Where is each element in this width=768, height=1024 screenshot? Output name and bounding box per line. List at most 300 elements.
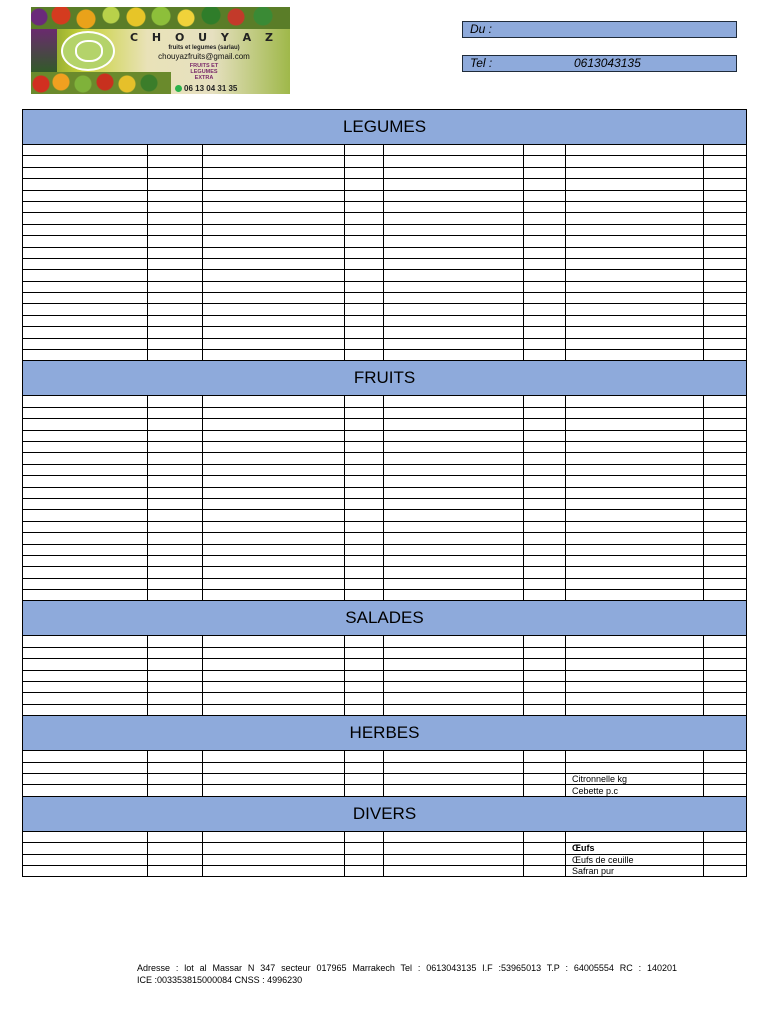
entry-cell[interactable] xyxy=(23,396,148,407)
entry-cell[interactable] xyxy=(148,430,203,441)
entry-cell[interactable] xyxy=(23,682,148,693)
entry-cell[interactable] xyxy=(23,145,148,156)
entry-cell[interactable] xyxy=(345,555,384,566)
entry-cell[interactable] xyxy=(23,843,148,854)
entry-cell[interactable] xyxy=(524,213,566,224)
entry-cell[interactable] xyxy=(148,304,203,315)
entry-cell[interactable] xyxy=(148,567,203,578)
entry-cell[interactable] xyxy=(384,704,524,715)
entry-cell[interactable] xyxy=(384,419,524,430)
entry-cell[interactable] xyxy=(148,693,203,704)
entry-cell[interactable] xyxy=(203,578,345,589)
entry-cell[interactable] xyxy=(524,258,566,269)
entry-cell[interactable] xyxy=(566,201,704,212)
entry-cell[interactable] xyxy=(203,647,345,658)
entry-cell[interactable] xyxy=(566,419,704,430)
entry-cell[interactable] xyxy=(384,145,524,156)
entry-cell[interactable] xyxy=(148,704,203,715)
entry-cell[interactable] xyxy=(384,521,524,532)
entry-cell[interactable] xyxy=(148,510,203,521)
entry-cell[interactable] xyxy=(384,338,524,349)
entry-cell[interactable] xyxy=(384,407,524,418)
entry-cell[interactable] xyxy=(384,213,524,224)
entry-cell[interactable] xyxy=(148,258,203,269)
entry-cell[interactable] xyxy=(203,167,345,178)
entry-cell[interactable] xyxy=(384,304,524,315)
entry-cell[interactable] xyxy=(384,270,524,281)
entry-cell[interactable] xyxy=(203,419,345,430)
entry-cell[interactable] xyxy=(23,854,148,865)
entry-cell[interactable] xyxy=(148,236,203,247)
entry-cell[interactable] xyxy=(203,521,345,532)
entry-cell[interactable] xyxy=(524,682,566,693)
entry-cell[interactable] xyxy=(384,693,524,704)
entry-cell[interactable] xyxy=(566,762,704,773)
entry-cell[interactable] xyxy=(203,304,345,315)
date-field[interactable] xyxy=(462,21,737,38)
entry-cell[interactable] xyxy=(148,487,203,498)
entry-cell[interactable] xyxy=(704,704,747,715)
entry-cell[interactable] xyxy=(566,578,704,589)
entry-cell[interactable] xyxy=(23,544,148,555)
entry-cell[interactable] xyxy=(524,693,566,704)
entry-cell[interactable] xyxy=(524,831,566,842)
entry-cell[interactable] xyxy=(345,167,384,178)
entry-cell[interactable] xyxy=(566,224,704,235)
entry-cell[interactable] xyxy=(524,293,566,304)
entry-cell[interactable] xyxy=(23,487,148,498)
entry-cell[interactable] xyxy=(23,190,148,201)
entry-cell[interactable] xyxy=(704,156,747,167)
entry-cell[interactable] xyxy=(704,636,747,647)
entry-cell[interactable] xyxy=(203,236,345,247)
entry-cell[interactable] xyxy=(23,236,148,247)
entry-cell[interactable] xyxy=(148,773,203,784)
entry-cell[interactable] xyxy=(704,430,747,441)
entry-cell[interactable] xyxy=(23,327,148,338)
entry-cell[interactable] xyxy=(384,510,524,521)
entry-cell[interactable] xyxy=(203,327,345,338)
entry-cell[interactable] xyxy=(345,636,384,647)
entry-cell[interactable] xyxy=(704,350,747,361)
entry-cell[interactable] xyxy=(704,762,747,773)
entry-cell[interactable] xyxy=(566,510,704,521)
entry-cell[interactable] xyxy=(203,854,345,865)
entry-cell[interactable] xyxy=(704,555,747,566)
entry-cell[interactable] xyxy=(148,751,203,762)
entry-cell[interactable] xyxy=(23,521,148,532)
entry-cell[interactable] xyxy=(384,258,524,269)
entry-cell[interactable] xyxy=(345,304,384,315)
phone-field[interactable] xyxy=(462,55,737,72)
entry-cell[interactable] xyxy=(203,682,345,693)
entry-cell[interactable] xyxy=(384,636,524,647)
entry-cell[interactable] xyxy=(384,555,524,566)
entry-cell[interactable] xyxy=(704,167,747,178)
entry-cell[interactable] xyxy=(566,636,704,647)
entry-cell[interactable] xyxy=(704,327,747,338)
entry-cell[interactable] xyxy=(148,762,203,773)
entry-cell[interactable] xyxy=(524,464,566,475)
entry-cell[interactable] xyxy=(566,430,704,441)
entry-cell[interactable] xyxy=(704,578,747,589)
entry-cell[interactable] xyxy=(704,487,747,498)
entry-cell[interactable] xyxy=(524,865,566,876)
entry-cell[interactable] xyxy=(566,213,704,224)
entry-cell[interactable] xyxy=(345,213,384,224)
entry-cell[interactable] xyxy=(23,224,148,235)
entry-cell[interactable] xyxy=(148,533,203,544)
entry-cell[interactable] xyxy=(203,533,345,544)
entry-cell[interactable] xyxy=(203,464,345,475)
entry-cell[interactable] xyxy=(148,145,203,156)
entry-cell[interactable] xyxy=(345,258,384,269)
entry-cell[interactable] xyxy=(384,247,524,258)
entry-cell[interactable] xyxy=(148,785,203,796)
entry-cell[interactable] xyxy=(566,407,704,418)
entry-cell[interactable] xyxy=(384,201,524,212)
entry-cell[interactable] xyxy=(566,659,704,670)
entry-cell[interactable] xyxy=(524,704,566,715)
entry-cell[interactable] xyxy=(148,201,203,212)
entry-cell[interactable] xyxy=(203,258,345,269)
entry-cell[interactable] xyxy=(345,293,384,304)
entry-cell[interactable] xyxy=(203,201,345,212)
entry-cell[interactable] xyxy=(148,521,203,532)
entry-cell[interactable] xyxy=(566,293,704,304)
entry-cell[interactable] xyxy=(23,865,148,876)
entry-cell[interactable] xyxy=(524,843,566,854)
entry-cell[interactable] xyxy=(148,498,203,509)
entry-cell[interactable] xyxy=(704,190,747,201)
entry-cell[interactable] xyxy=(203,865,345,876)
entry-cell[interactable] xyxy=(566,476,704,487)
entry-cell[interactable] xyxy=(23,258,148,269)
entry-cell[interactable] xyxy=(566,464,704,475)
entry-cell[interactable] xyxy=(345,453,384,464)
entry-cell[interactable] xyxy=(566,396,704,407)
entry-cell[interactable] xyxy=(23,430,148,441)
entry-cell[interactable] xyxy=(524,590,566,601)
entry-cell[interactable] xyxy=(704,510,747,521)
entry-cell[interactable] xyxy=(23,670,148,681)
entry-cell[interactable] xyxy=(203,843,345,854)
entry-cell[interactable] xyxy=(704,293,747,304)
entry-cell[interactable] xyxy=(704,201,747,212)
entry-cell[interactable] xyxy=(345,201,384,212)
entry-cell[interactable] xyxy=(704,453,747,464)
entry-cell[interactable] xyxy=(345,544,384,555)
entry-cell[interactable] xyxy=(203,145,345,156)
entry-cell[interactable] xyxy=(384,670,524,681)
entry-cell[interactable] xyxy=(566,555,704,566)
entry-cell[interactable] xyxy=(704,304,747,315)
entry-cell[interactable] xyxy=(23,555,148,566)
entry-cell[interactable] xyxy=(148,247,203,258)
entry-cell[interactable] xyxy=(345,419,384,430)
entry-cell[interactable] xyxy=(524,315,566,326)
entry-cell[interactable] xyxy=(345,145,384,156)
entry-cell[interactable] xyxy=(384,396,524,407)
entry-cell[interactable] xyxy=(345,521,384,532)
entry-cell[interactable] xyxy=(524,167,566,178)
entry-cell[interactable] xyxy=(566,327,704,338)
entry-cell[interactable] xyxy=(524,236,566,247)
entry-cell[interactable] xyxy=(345,476,384,487)
entry-cell[interactable] xyxy=(148,659,203,670)
entry-cell[interactable] xyxy=(203,659,345,670)
entry-cell[interactable] xyxy=(524,407,566,418)
entry-cell[interactable] xyxy=(384,498,524,509)
entry-cell[interactable] xyxy=(384,281,524,292)
entry-cell[interactable] xyxy=(345,338,384,349)
entry-cell[interactable] xyxy=(23,281,148,292)
entry-cell[interactable] xyxy=(148,843,203,854)
entry-cell[interactable] xyxy=(345,785,384,796)
entry-cell[interactable] xyxy=(384,843,524,854)
entry-cell[interactable] xyxy=(345,659,384,670)
entry-cell[interactable] xyxy=(23,419,148,430)
entry-cell[interactable] xyxy=(345,693,384,704)
entry-cell[interactable] xyxy=(345,647,384,658)
entry-cell[interactable] xyxy=(203,190,345,201)
entry-cell[interactable] xyxy=(148,476,203,487)
entry-cell[interactable] xyxy=(345,843,384,854)
entry-cell[interactable] xyxy=(704,865,747,876)
entry-cell[interactable] xyxy=(384,647,524,658)
entry-cell[interactable] xyxy=(704,854,747,865)
entry-cell[interactable] xyxy=(704,567,747,578)
entry-cell[interactable] xyxy=(23,578,148,589)
entry-cell[interactable] xyxy=(566,236,704,247)
entry-cell[interactable] xyxy=(524,670,566,681)
entry-cell[interactable] xyxy=(23,773,148,784)
entry-cell[interactable] xyxy=(524,338,566,349)
entry-cell[interactable] xyxy=(203,785,345,796)
entry-cell[interactable] xyxy=(384,464,524,475)
entry-cell[interactable] xyxy=(566,498,704,509)
entry-cell[interactable] xyxy=(566,533,704,544)
entry-cell[interactable] xyxy=(345,762,384,773)
entry-cell[interactable] xyxy=(148,441,203,452)
entry-cell[interactable] xyxy=(524,578,566,589)
entry-cell[interactable] xyxy=(704,258,747,269)
entry-cell[interactable] xyxy=(566,682,704,693)
entry-cell[interactable] xyxy=(384,762,524,773)
entry-cell[interactable] xyxy=(345,281,384,292)
entry-cell[interactable] xyxy=(23,510,148,521)
entry-cell[interactable] xyxy=(203,476,345,487)
entry-cell[interactable] xyxy=(566,441,704,452)
entry-cell[interactable] xyxy=(203,293,345,304)
entry-cell[interactable] xyxy=(345,751,384,762)
entry-cell[interactable] xyxy=(384,167,524,178)
entry-cell[interactable] xyxy=(148,590,203,601)
entry-cell[interactable] xyxy=(704,843,747,854)
entry-cell[interactable] xyxy=(23,647,148,658)
entry-cell[interactable] xyxy=(345,487,384,498)
entry-cell[interactable] xyxy=(148,578,203,589)
entry-cell[interactable] xyxy=(704,785,747,796)
entry-cell[interactable] xyxy=(345,315,384,326)
entry-cell[interactable] xyxy=(23,693,148,704)
entry-cell[interactable] xyxy=(524,751,566,762)
entry-cell[interactable] xyxy=(384,430,524,441)
entry-cell[interactable] xyxy=(345,441,384,452)
entry-cell[interactable] xyxy=(704,145,747,156)
entry-cell[interactable] xyxy=(566,167,704,178)
entry-cell[interactable] xyxy=(203,636,345,647)
entry-cell[interactable] xyxy=(524,441,566,452)
entry-cell[interactable] xyxy=(384,831,524,842)
entry-cell[interactable] xyxy=(345,190,384,201)
entry-cell[interactable] xyxy=(524,281,566,292)
entry-cell[interactable] xyxy=(524,350,566,361)
entry-cell[interactable] xyxy=(384,751,524,762)
entry-cell[interactable] xyxy=(148,419,203,430)
entry-cell[interactable] xyxy=(203,453,345,464)
entry-cell[interactable] xyxy=(148,224,203,235)
entry-cell[interactable] xyxy=(23,659,148,670)
entry-cell[interactable] xyxy=(148,544,203,555)
entry-cell[interactable] xyxy=(524,419,566,430)
entry-cell[interactable] xyxy=(345,224,384,235)
entry-cell[interactable] xyxy=(566,453,704,464)
entry-cell[interactable] xyxy=(148,338,203,349)
entry-cell[interactable] xyxy=(23,247,148,258)
entry-cell[interactable] xyxy=(704,476,747,487)
entry-cell[interactable] xyxy=(704,224,747,235)
entry-cell[interactable] xyxy=(704,441,747,452)
entry-cell[interactable] xyxy=(704,693,747,704)
entry-cell[interactable] xyxy=(704,464,747,475)
entry-cell[interactable] xyxy=(384,487,524,498)
entry-cell[interactable] xyxy=(524,773,566,784)
entry-cell[interactable] xyxy=(384,236,524,247)
entry-cell[interactable] xyxy=(203,487,345,498)
entry-cell[interactable] xyxy=(524,785,566,796)
entry-cell[interactable] xyxy=(345,567,384,578)
entry-cell[interactable] xyxy=(524,533,566,544)
entry-cell[interactable] xyxy=(203,396,345,407)
entry-cell[interactable] xyxy=(384,190,524,201)
entry-cell[interactable] xyxy=(524,247,566,258)
entry-cell[interactable] xyxy=(148,270,203,281)
entry-cell[interactable] xyxy=(384,578,524,589)
entry-cell[interactable] xyxy=(345,865,384,876)
entry-cell[interactable] xyxy=(704,315,747,326)
entry-cell[interactable] xyxy=(524,544,566,555)
entry-cell[interactable] xyxy=(384,590,524,601)
entry-cell[interactable] xyxy=(384,453,524,464)
entry-cell[interactable] xyxy=(704,281,747,292)
entry-cell[interactable] xyxy=(345,247,384,258)
entry-cell[interactable] xyxy=(345,396,384,407)
entry-cell[interactable] xyxy=(23,464,148,475)
entry-cell[interactable] xyxy=(384,567,524,578)
entry-cell[interactable] xyxy=(23,156,148,167)
entry-cell[interactable] xyxy=(566,704,704,715)
entry-cell[interactable] xyxy=(524,453,566,464)
entry-cell[interactable] xyxy=(203,544,345,555)
entry-cell[interactable] xyxy=(524,224,566,235)
entry-cell[interactable] xyxy=(524,762,566,773)
entry-cell[interactable] xyxy=(23,179,148,190)
entry-cell[interactable] xyxy=(524,476,566,487)
entry-cell[interactable] xyxy=(148,682,203,693)
entry-cell[interactable] xyxy=(566,693,704,704)
entry-cell[interactable] xyxy=(384,441,524,452)
entry-cell[interactable] xyxy=(704,396,747,407)
entry-cell[interactable] xyxy=(566,190,704,201)
entry-cell[interactable] xyxy=(524,396,566,407)
entry-cell[interactable] xyxy=(704,590,747,601)
entry-cell[interactable] xyxy=(148,327,203,338)
entry-cell[interactable] xyxy=(384,350,524,361)
entry-cell[interactable] xyxy=(345,578,384,589)
entry-cell[interactable] xyxy=(23,636,148,647)
entry-cell[interactable] xyxy=(704,670,747,681)
entry-cell[interactable] xyxy=(704,659,747,670)
entry-cell[interactable] xyxy=(203,338,345,349)
entry-cell[interactable] xyxy=(566,350,704,361)
entry-cell[interactable] xyxy=(203,555,345,566)
entry-cell[interactable] xyxy=(203,693,345,704)
entry-cell[interactable] xyxy=(566,590,704,601)
entry-cell[interactable] xyxy=(345,498,384,509)
entry-cell[interactable] xyxy=(566,315,704,326)
entry-cell[interactable] xyxy=(524,270,566,281)
entry-cell[interactable] xyxy=(23,567,148,578)
entry-cell[interactable] xyxy=(148,350,203,361)
entry-cell[interactable] xyxy=(704,247,747,258)
entry-cell[interactable] xyxy=(345,430,384,441)
entry-cell[interactable] xyxy=(203,213,345,224)
entry-cell[interactable] xyxy=(203,498,345,509)
entry-cell[interactable] xyxy=(148,831,203,842)
entry-cell[interactable] xyxy=(566,751,704,762)
entry-cell[interactable] xyxy=(345,682,384,693)
entry-cell[interactable] xyxy=(524,647,566,658)
entry-cell[interactable] xyxy=(345,854,384,865)
entry-cell[interactable] xyxy=(384,533,524,544)
entry-cell[interactable] xyxy=(566,258,704,269)
entry-cell[interactable] xyxy=(566,338,704,349)
entry-cell[interactable] xyxy=(384,327,524,338)
entry-cell[interactable] xyxy=(704,419,747,430)
entry-cell[interactable] xyxy=(384,476,524,487)
entry-cell[interactable] xyxy=(203,762,345,773)
entry-cell[interactable] xyxy=(704,498,747,509)
entry-cell[interactable] xyxy=(566,647,704,658)
entry-cell[interactable] xyxy=(203,281,345,292)
entry-cell[interactable] xyxy=(524,156,566,167)
entry-cell[interactable] xyxy=(148,179,203,190)
entry-cell[interactable] xyxy=(23,338,148,349)
entry-cell[interactable] xyxy=(704,647,747,658)
entry-cell[interactable] xyxy=(23,167,148,178)
entry-cell[interactable] xyxy=(524,487,566,498)
entry-cell[interactable] xyxy=(23,762,148,773)
entry-cell[interactable] xyxy=(566,487,704,498)
entry-cell[interactable] xyxy=(345,831,384,842)
entry-cell[interactable] xyxy=(704,338,747,349)
entry-cell[interactable] xyxy=(203,179,345,190)
entry-cell[interactable] xyxy=(203,441,345,452)
entry-cell[interactable] xyxy=(203,773,345,784)
entry-cell[interactable] xyxy=(23,304,148,315)
entry-cell[interactable] xyxy=(566,670,704,681)
